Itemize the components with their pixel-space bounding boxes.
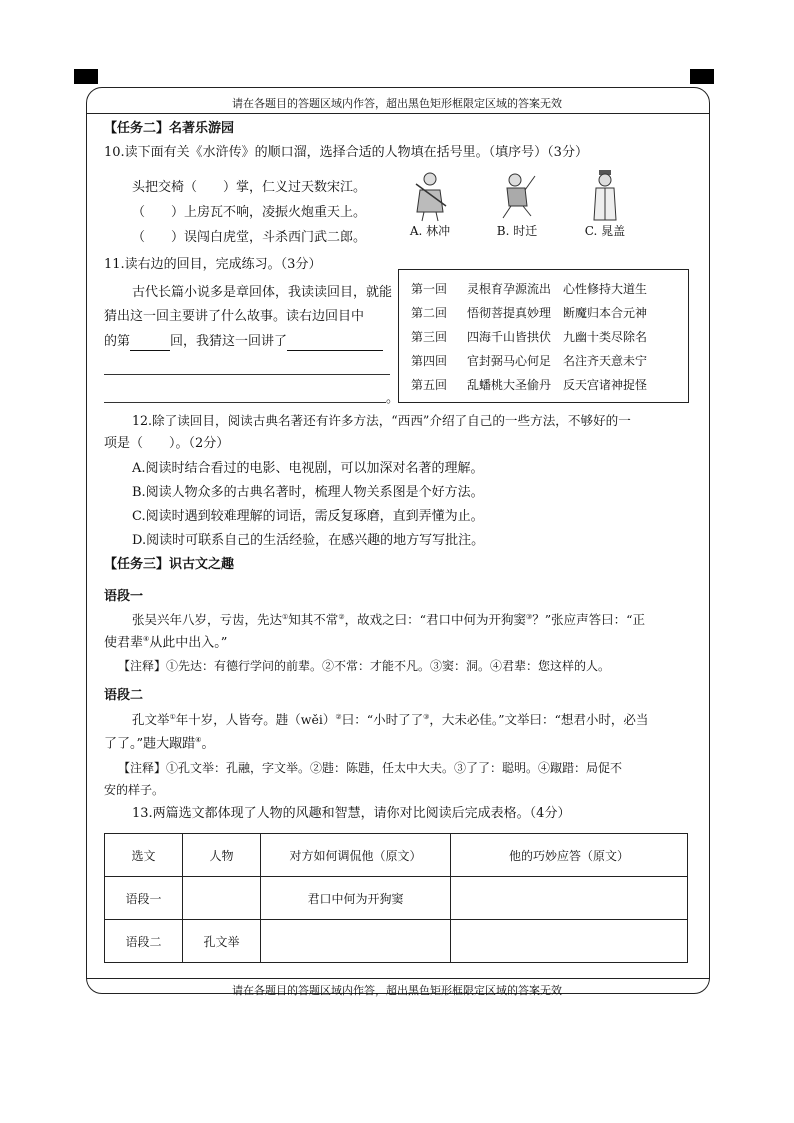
option-c-label: C. 晁盖: [584, 224, 626, 238]
answer-cell[interactable]: [183, 877, 261, 920]
option-b-label: B. 时迁: [496, 224, 538, 238]
table-row: [105, 920, 688, 963]
answer-cell[interactable]: [451, 920, 688, 963]
q12-option-c: C.阅读时遇到较难理解的词语，需反复琢磨，直到弄懂为止。: [132, 509, 484, 524]
comparison-table: [104, 833, 688, 963]
table-row: [105, 877, 688, 920]
answer-cell[interactable]: [261, 920, 451, 963]
passage1-heading: 语段一: [104, 589, 144, 604]
q11-para-3-b: 回，我猜这一回讲了: [170, 334, 288, 349]
chao-gai-illustration: [585, 170, 625, 222]
q10-line-2: （ ）上房瓦不响，凌振火炮重天上。: [132, 205, 367, 220]
header-divider: [86, 113, 710, 114]
q12-option-b: B.阅读人物众多的古典名著时，梳理人物关系图是个好方法。: [132, 485, 484, 500]
corner-marker-right: [690, 69, 714, 84]
option-a-label: A. 林冲: [409, 224, 451, 238]
chapter-story-blank-2[interactable]: [104, 374, 390, 375]
q10-line-1: 头把交椅（ ）掌，仁义过天数宋江。: [132, 180, 367, 195]
chapter-story-blank-1[interactable]: [287, 334, 383, 351]
chapter-row-4: 第四回 官封弼马心何足 名注齐天意未宁: [411, 354, 648, 368]
q12-option-a: A.阅读时结合看过的电影、电视剧，可以加深对名著的理解。: [132, 461, 484, 476]
header-cell: 他的巧妙应答（原文）: [451, 834, 688, 877]
passage1-note: 【注释】①先达：有德行学问的前辈。②不常：才能不凡。③窦：洞。④君辈：您这样的人。: [118, 659, 611, 673]
q11-para-end: 。: [386, 391, 400, 406]
q11-para-2: 猜出这一回主要讲了什么故事。读右边回目中: [104, 309, 365, 324]
chapter-row-2: 第二回 悟彻菩提真妙理 断魔归本合元神: [411, 306, 648, 320]
corner-marker-left: [74, 69, 98, 84]
footer-notice: 请在各题目的答题区域内作答，超出黑色矩形框限定区域的答案无效: [232, 984, 562, 997]
header-cell: 对方如何调侃他（原文）: [261, 834, 451, 877]
table-cell: 语段一: [105, 877, 183, 920]
q12-stem-2: 项是（ ）。（2分）: [104, 436, 230, 451]
passage2-line-2: 了了。”韪大踧踖④。: [104, 736, 215, 752]
task2-title: 【任务二】名著乐游园: [104, 121, 235, 136]
table-header-row: [105, 834, 688, 877]
option-c-figure: [575, 170, 635, 239]
q10-line-3: （ ）误闯白虎堂，斗杀西门武二郎。: [132, 230, 367, 245]
table-cell: 孔文举: [183, 920, 261, 963]
q11-para-3-a: 的第: [104, 334, 131, 349]
chapter-row-3: 第三回 四海千山皆拱伏 九幽十类尽除名: [411, 330, 648, 344]
passage2-note-1: 【注释】①孔文举：孔融，字文举。②韪：陈韪，任太中大夫。③了了：聪明。④踧踖：局促不: [118, 761, 623, 775]
chapter-row-1: 第一回 灵根育孕源流出 心性修持大道生: [411, 282, 648, 296]
shi-qian-illustration: [497, 170, 537, 222]
table-cell: 语段二: [105, 920, 183, 963]
chapter-story-blank-3[interactable]: [104, 402, 386, 403]
passage2-heading: 语段二: [104, 688, 144, 703]
q12-stem-1: 12.除了读回目，阅读古典名著还有许多方法，“西西”介绍了自己的一些方法，不够好的一: [132, 413, 631, 428]
option-a-figure: [400, 170, 460, 239]
task3-title: 【任务三】识古文之趣: [104, 557, 235, 572]
option-b-figure: [487, 170, 547, 239]
q12-option-d: D.阅读时可联系自己的生活经验，在感兴趣的地方写写批注。: [132, 533, 485, 548]
chapter-row-5: 第五回 乱蟠桃大圣偷丹 反天宫诸神捉怪: [411, 378, 648, 392]
header-notice: 请在各题目的答题区域内作答，超出黑色矩形框限定区域的答案无效: [232, 97, 562, 110]
q10-stem: 10.读下面有关《水浒传》的顺口溜，选择合适的人物填在括号里。（填序号）（3分）: [104, 145, 588, 160]
q11-stem: 11.读右边的回目，完成练习。（3分）: [104, 257, 322, 272]
table-cell: 君口中何为开狗窦: [261, 877, 451, 920]
passage2-note-2: 安的样子。: [104, 783, 165, 797]
q13-stem: 13.两篇选文都体现了人物的风趣和智慧，请你对比阅读后完成表格。（4分）: [132, 806, 571, 821]
lin-chong-illustration: [410, 170, 450, 222]
q11-para-1: 古代长篇小说多是章回体，我读读回目，就能: [132, 285, 393, 300]
passage1-line-2: 使君辈④从此中出入。”: [104, 635, 228, 651]
answer-cell[interactable]: [451, 877, 688, 920]
q11-para-3: [104, 334, 383, 351]
chapter-titles-box: [398, 269, 689, 403]
header-cell: 选文: [105, 834, 183, 877]
chapter-number-blank[interactable]: [130, 334, 170, 351]
footer-divider: [86, 978, 710, 979]
header-cell: 人物: [183, 834, 261, 877]
passage2-line-1: 孔文举①年十岁，人皆夸。韪（wěi）②曰：“小时了了③，大未必佳。”文举曰：“想君小时，必当: [132, 712, 649, 727]
passage1-line-1: 张吴兴年八岁，亏齿，先达①知其不常②，故戏之曰：“君口中何为开狗窦③？”张应声答曰：“正: [132, 612, 646, 627]
